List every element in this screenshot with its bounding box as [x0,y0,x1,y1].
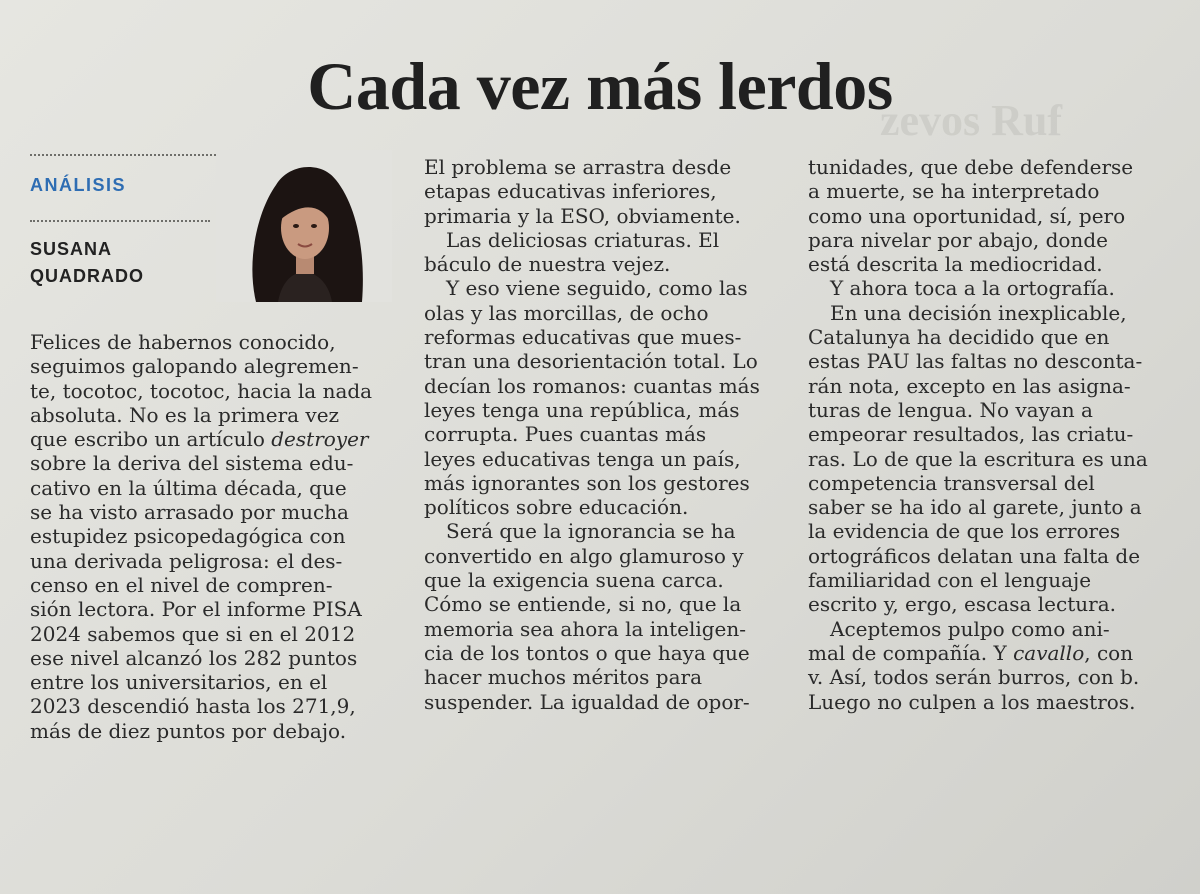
text-line: Y eso viene seguido, como las [446,276,748,301]
author-portrait-image [216,150,392,302]
text-line: Luego no culpen a los maestros. [808,689,1136,714]
text-line: más de diez puntos por debajo. [30,718,347,743]
text-line: familiaridad con el lenguaje [808,568,1092,593]
text-line: empeorar resultados, las criatu- [808,422,1134,447]
text-line: El problema se arrastra desde [424,155,732,179]
text-line: como una oportunidad, sí, pero [808,203,1126,228]
text-line: hacer muchos méritos para [424,665,703,690]
text-line: la evidencia de que los errores [808,519,1121,544]
text-line: para nivelar por abajo, donde [808,227,1108,252]
text-line: cativo en la última década, que [30,475,347,500]
text-line: Aceptemos pulpo como ani- [830,616,1110,641]
text-line: olas y las morcillas, de ocho [424,300,709,325]
text-line: ras. Lo de que la escritura es una [808,446,1148,471]
text-line: báculo de nuestra vejez. [424,252,671,277]
article-column-1 [30,330,372,743]
italic-word: cavallo [1013,640,1085,665]
text-line [808,641,1148,665]
text-line: leyes educativas tenga un país, [424,446,741,471]
text-line: 2024 sabemos que si en el 2012 [30,621,356,646]
text-line: cia de los tontos o que haya que [424,640,750,665]
headline: Cada vez más lerdos [307,48,893,124]
text-line: estupidez psicopedagógica con [30,524,346,549]
text-line: más ignorantes son los gestores [424,470,750,495]
text-line: tran una desorientación total. Lo [424,349,758,374]
text-line [30,427,372,451]
text-line: Felices de habernos conocido, [30,330,336,354]
text-line: está descrita la mediocridad. [808,252,1103,277]
author-name [30,236,210,290]
text-line: convertido en algo glamuroso y [424,543,744,568]
text-line: censo en el nivel de compren- [30,572,333,597]
text-line: etapas educativas inferiores, [424,179,717,204]
text-line: competencia transversal del [808,470,1095,495]
author-photo [216,150,392,302]
text-line: rán nota, excepto en las asigna- [808,373,1131,398]
text-line: decían los romanos: cuantas más [424,373,760,398]
text-line: te, tocotoc, tocotoc, hacia la nada [30,378,373,403]
text-line: que la exigencia suena carca. [424,568,724,593]
text-line: v. Así, todos serán burros, con b. [808,665,1140,690]
italic-word: destroyer [271,427,369,452]
bleed-through-text: zevos Ruf [880,96,1063,145]
text-fragment: mal de compañía. Y [808,640,1014,665]
text-line: primaria y la ESO, obviamente. [424,203,741,228]
text-line: estas PAU las faltas no desconta- [808,349,1143,374]
author-first-name: SUSANA [30,239,113,259]
text-fragment: que escribo un artículo [30,427,272,452]
text-line: leyes tenga una república, más [424,397,740,422]
text-line: políticos sobre educación. [424,495,689,520]
text-line: Será que la ignorancia se ha [446,519,736,544]
text-line: sobre la deriva del sistema edu- [30,451,354,476]
text-line: se ha visto arrasado por mucha [30,500,349,525]
text-line: a muerte, se ha interpretado [808,179,1100,204]
text-line: entre los universitarios, en el [30,670,328,695]
byline-divider [30,220,210,222]
article-column-3 [808,155,1148,714]
author-last-name: QUADRADO [30,266,144,286]
text-line: Las deliciosas criaturas. El [446,227,720,252]
text-line: una derivada peligrosa: el des- [30,548,343,573]
text-line: En una decisión inexplicable, [830,300,1127,325]
text-line: memoria sea ahora la inteligen- [424,616,747,641]
text-line: Y ahora toca a la ortografía. [830,276,1115,301]
text-line: corrupta. Pues cuantas más [424,422,707,447]
text-line: 2023 descendió hasta los 271,9, [30,694,356,719]
section-label: ANÁLISIS [30,175,127,195]
text-line: saber se ha ido al garete, junto a [808,495,1142,520]
text-line: ese nivel alcanzó los 282 puntos [30,645,358,670]
text-line: sión lectora. Por el informe PISA [30,597,362,622]
text-line: turas de lengua. No vayan a [808,397,1093,422]
article-column-2 [424,155,760,714]
text-line: Catalunya ha decidido que en [808,325,1110,350]
text-line: Cómo se entiende, si no, que la [424,592,742,617]
text-line: escrito y, ergo, escasa lectura. [808,592,1116,617]
byline-box [30,150,392,302]
text-line: suspender. La igualdad de opor- [424,689,750,714]
text-fragment: , con [1084,640,1134,665]
text-line: seguimos galopando alegremen- [30,354,359,379]
text-line: absoluta. No es la primera vez [30,402,340,427]
text-line: ortográficos delatan una falta de [808,543,1141,568]
text-line: tunidades, que debe defenderse [808,155,1134,179]
text-line: reformas educativas que mues- [424,325,742,350]
